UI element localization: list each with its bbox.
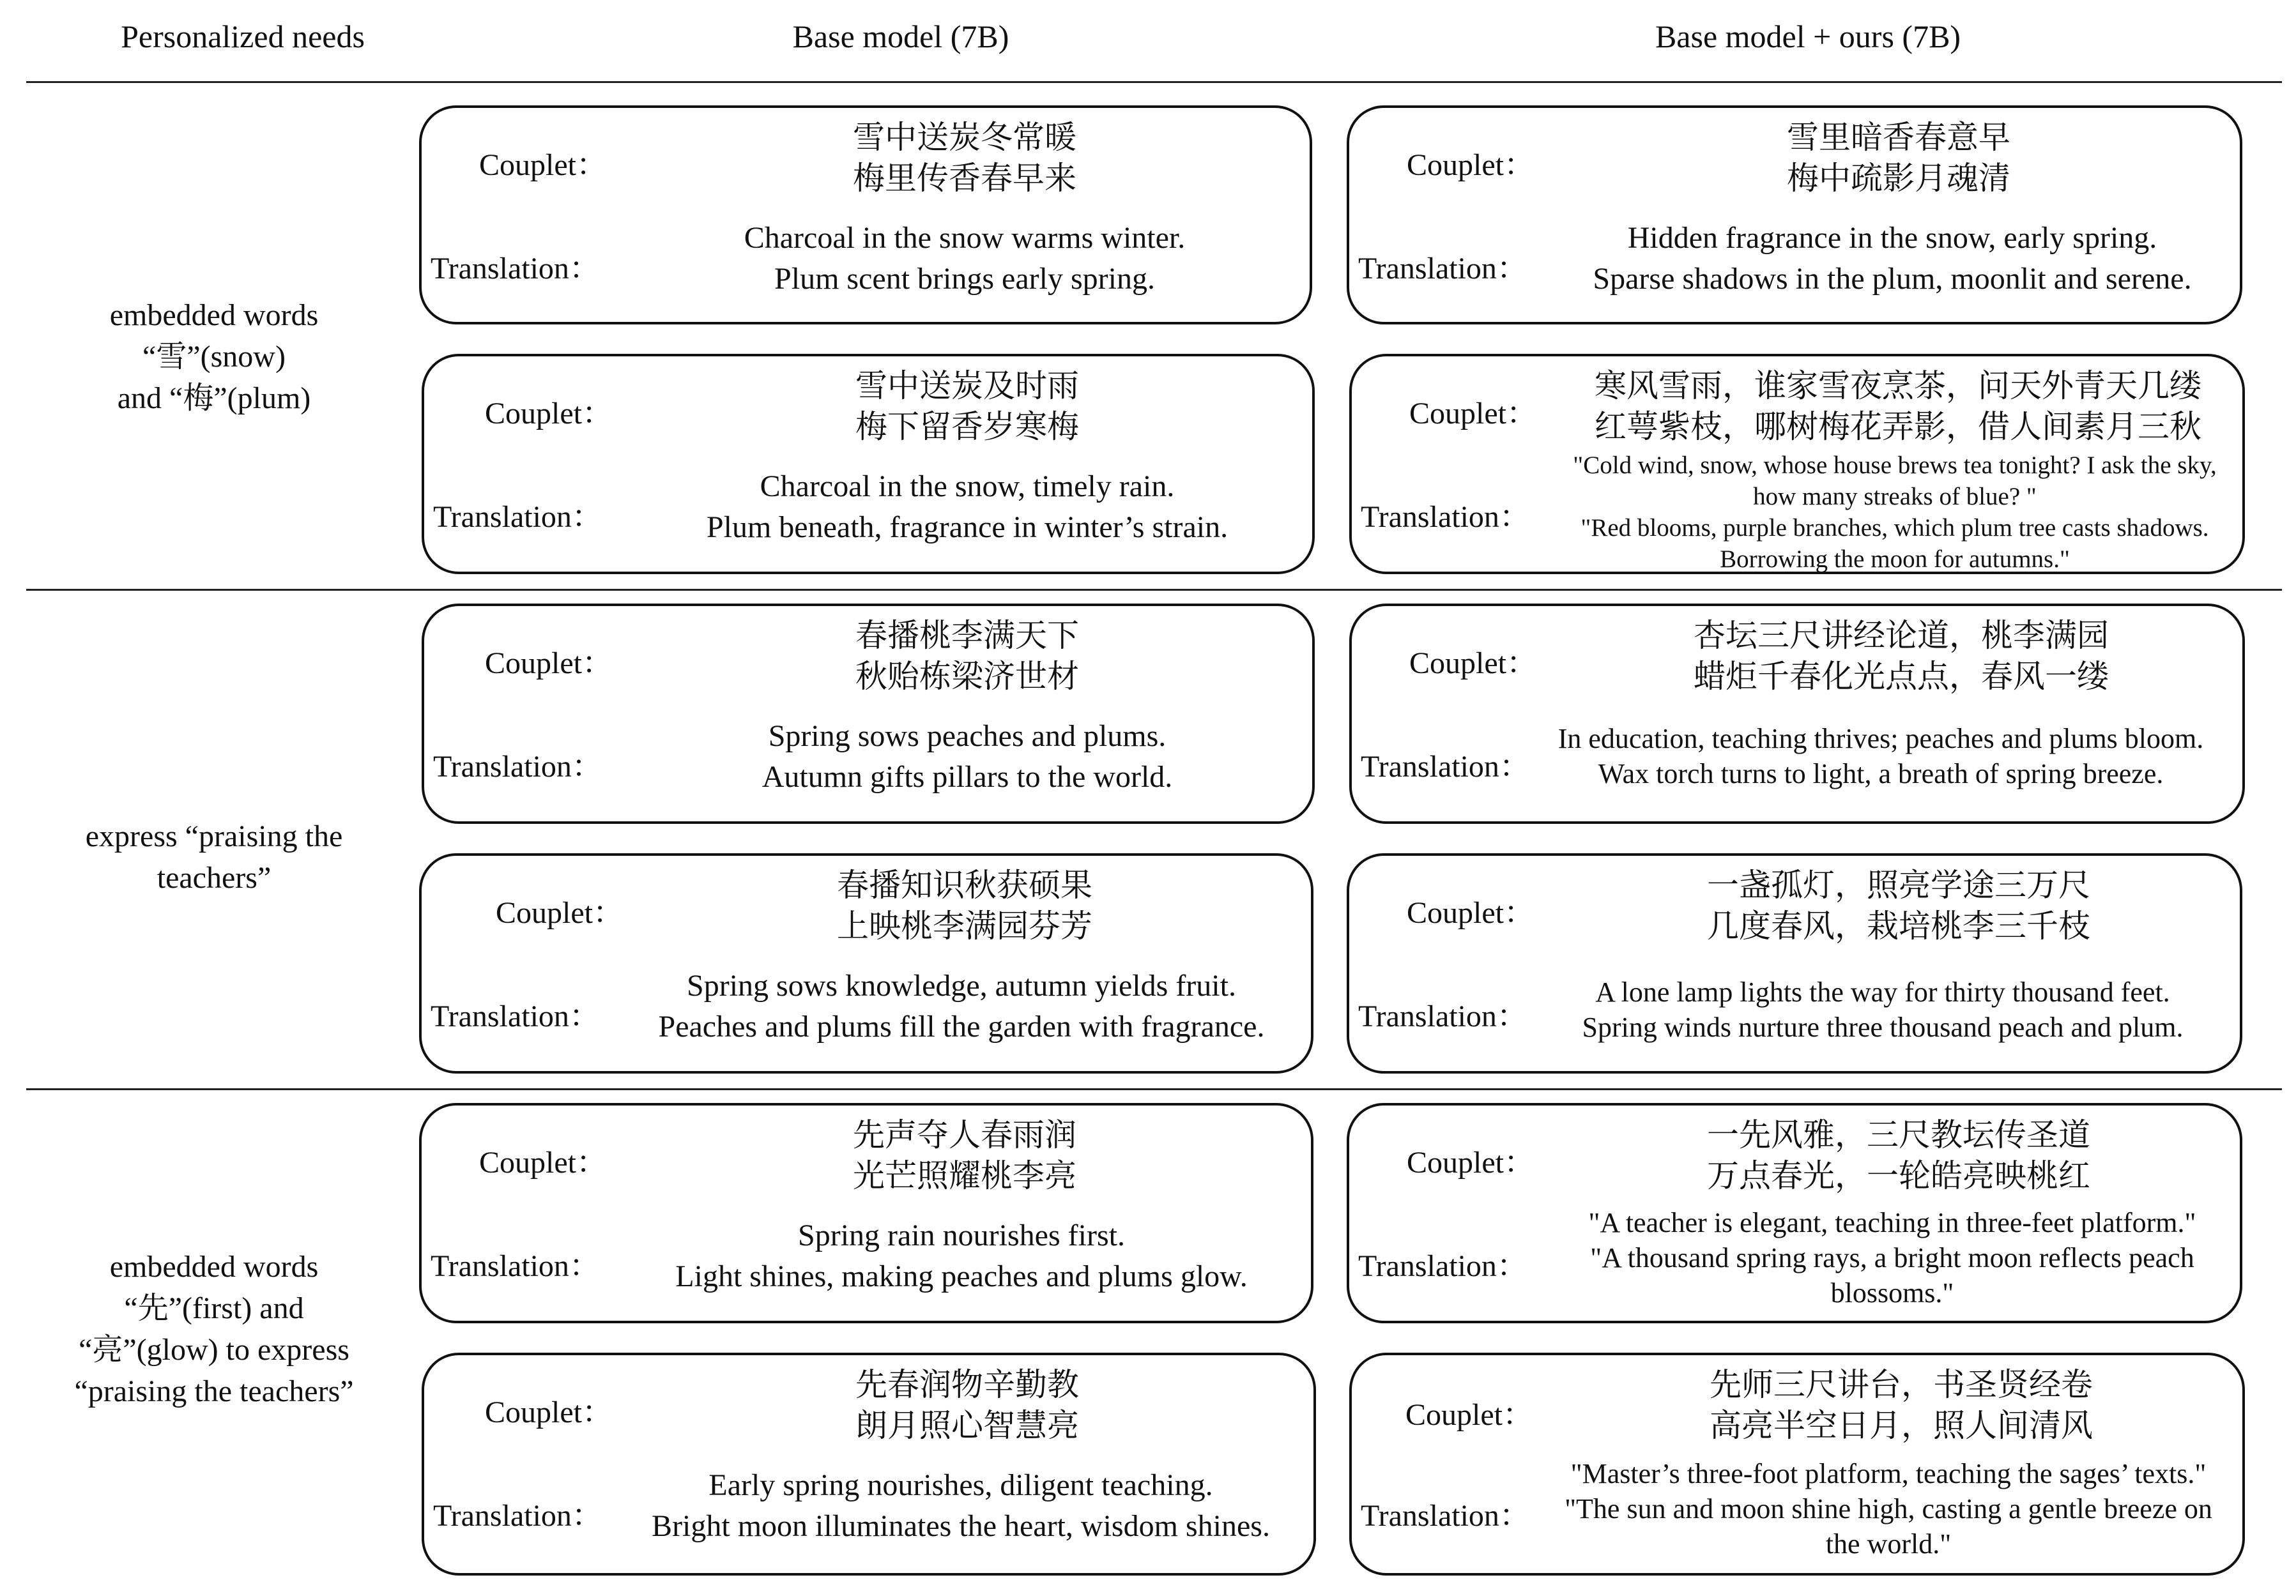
translation-label: Translation： (1361, 500, 1530, 534)
translation-label: Translation： (431, 999, 600, 1033)
couplet-text: 杏坛三尺讲经论道，桃李满园 蜡炬千春化光点点，春风一缕 (1694, 617, 2109, 695)
couplet-text: 一盏孤灯，照亮学途三万尺 几度春风，栽培桃李三千枝 (1707, 867, 2090, 945)
couplet-label: Couplet： (1407, 1146, 1534, 1180)
translation-label: Translation： (1358, 252, 1527, 285)
ours-example-box (1347, 1103, 2242, 1323)
base-example-box (419, 105, 1312, 324)
couplet-label: Couplet： (496, 896, 624, 930)
couplet-text: 春播桃李满天下 秋贻栋梁济世材 (855, 617, 1079, 695)
header-rule (26, 81, 2282, 83)
couplet-text: 雪里暗香春意早 梅中疏影月魂清 (1787, 119, 2010, 197)
translation-text: "Master’s three-foot platform, teaching the sages’ texts." "The sun and moon shine high, casting a gentle breeze on the world." (1565, 1458, 2212, 1560)
translation-text: Early spring nourishes, diligent teaching. Bright moon illuminates the heart, wisdom shines. (652, 1468, 1270, 1543)
group-divider-1 (26, 589, 2282, 591)
translation-label: Translation： (433, 1499, 602, 1533)
couplet-text: 雪中送炭及时雨 梅下留香岁寒梅 (855, 367, 1079, 445)
header-base-model-ours: Base model + ours (7B) (1655, 19, 1961, 54)
couplet-label: Couplet： (1407, 896, 1534, 930)
base-example-box (422, 354, 1315, 574)
couplet-label: Couplet： (479, 1146, 607, 1180)
translation-label: Translation： (1361, 750, 1530, 784)
translation-text: Hidden fragrance in the snow, early spring. Sparse shadows in the plum, moonlit and serene. (1593, 221, 2192, 296)
translation-text: Spring sows knowledge, autumn yields fruit. Peaches and plums fill the garden with fragrance. (658, 969, 1265, 1044)
base-example-box (422, 604, 1315, 824)
translation-text: Charcoal in the snow, timely rain. Plum beneath, fragrance in winter’s strain. (706, 469, 1228, 544)
couplet-label: Couplet： (1409, 646, 1537, 680)
couplet-text: 寒风雪雨，谁家雪夜烹茶，问天外青天几缕 红萼紫枝，哪树梅花弄影，借人间素月三秋 (1595, 367, 2201, 445)
ours-example-box (1347, 105, 2242, 324)
ours-example-box (1347, 853, 2242, 1074)
couplet-text: 雪中送炭冬常暖 梅里传香春早来 (853, 119, 1076, 197)
header-personalized-needs: Personalized needs (121, 19, 365, 54)
need-snow-plum: embedded words “雪”(snow) and “梅”(plum) (109, 298, 319, 415)
group-divider-2 (26, 1088, 2282, 1090)
ours-example-box (1349, 1353, 2245, 1576)
translation-label: Translation： (431, 1249, 600, 1283)
translation-text: Spring rain nourishes first. Light shines, making peaches and plums glow. (675, 1219, 1248, 1293)
ours-example-box (1349, 354, 2245, 574)
need-first-glow: embedded words “先”(first) and “亮”(glow) to express “praising the teachers” (74, 1250, 354, 1408)
couplet-label: Couplet： (485, 646, 613, 680)
base-example-box (419, 853, 1313, 1074)
translation-label: Translation： (433, 750, 602, 784)
translation-label: Translation： (1358, 1249, 1527, 1283)
couplet-text: 先声夺人春雨润 光芒照耀桃李亮 (853, 1116, 1076, 1194)
translation-text: A lone lamp lights the way for thirty thousand feet. Spring winds nurture three thousand peach and plum. (1582, 977, 2184, 1043)
header-base-model: Base model (7B) (792, 19, 1009, 54)
base-example-box (422, 1353, 1316, 1576)
translation-text: "Cold wind, snow, whose house brews tea tonight? I ask the sky, how many streaks of blue? " "Red blooms, purple branches, which plum tree casts shadows. Borrowing the moon for autumns." (1573, 452, 2217, 573)
translation-label: Translation： (1358, 999, 1527, 1033)
translation-label: Translation： (431, 252, 600, 285)
translation-text: "A teacher is elegant, teaching in three-feet platform." "A thousand spring rays, a bright moon reflects peach blossoms." (1588, 1207, 2196, 1309)
couplet-label: Couplet： (479, 148, 607, 182)
need-praising-teachers: express “praising the teachers” (85, 819, 343, 895)
translation-label: Translation： (433, 500, 602, 534)
couplet-label: Couplet： (1407, 148, 1534, 182)
couplet-text: 先春润物辛勤教 朗月照心智慧亮 (855, 1366, 1079, 1444)
base-example-box (419, 1103, 1313, 1323)
ours-example-box (1349, 604, 2245, 824)
couplet-text: 春播知识秋获硕果 上映桃李满园芬芳 (837, 867, 1092, 945)
couplet-text: 一先风雅，三尺教坛传圣道 万点春光，一轮皓亮映桃红 (1707, 1116, 2090, 1194)
couplet-text: 先师三尺讲台，书圣贤经卷 高亮半空日月，照人间清风 (1710, 1366, 2093, 1444)
couplet-label: Couplet： (485, 1395, 613, 1429)
couplet-label: Couplet： (1405, 1398, 1533, 1432)
translation-text: In education, teaching thrives; peaches and plums bloom. Wax torch turns to light, a breath of spring breeze. (1557, 723, 2204, 789)
couplet-label: Couplet： (485, 397, 613, 430)
translation-text: Spring sows peaches and plums. Autumn gifts pillars to the world. (762, 719, 1173, 794)
translation-text: Charcoal in the snow warms winter. Plum scent brings early spring. (744, 221, 1186, 296)
couplet-label: Couplet： (1409, 397, 1537, 430)
translation-label: Translation： (1361, 1499, 1530, 1533)
